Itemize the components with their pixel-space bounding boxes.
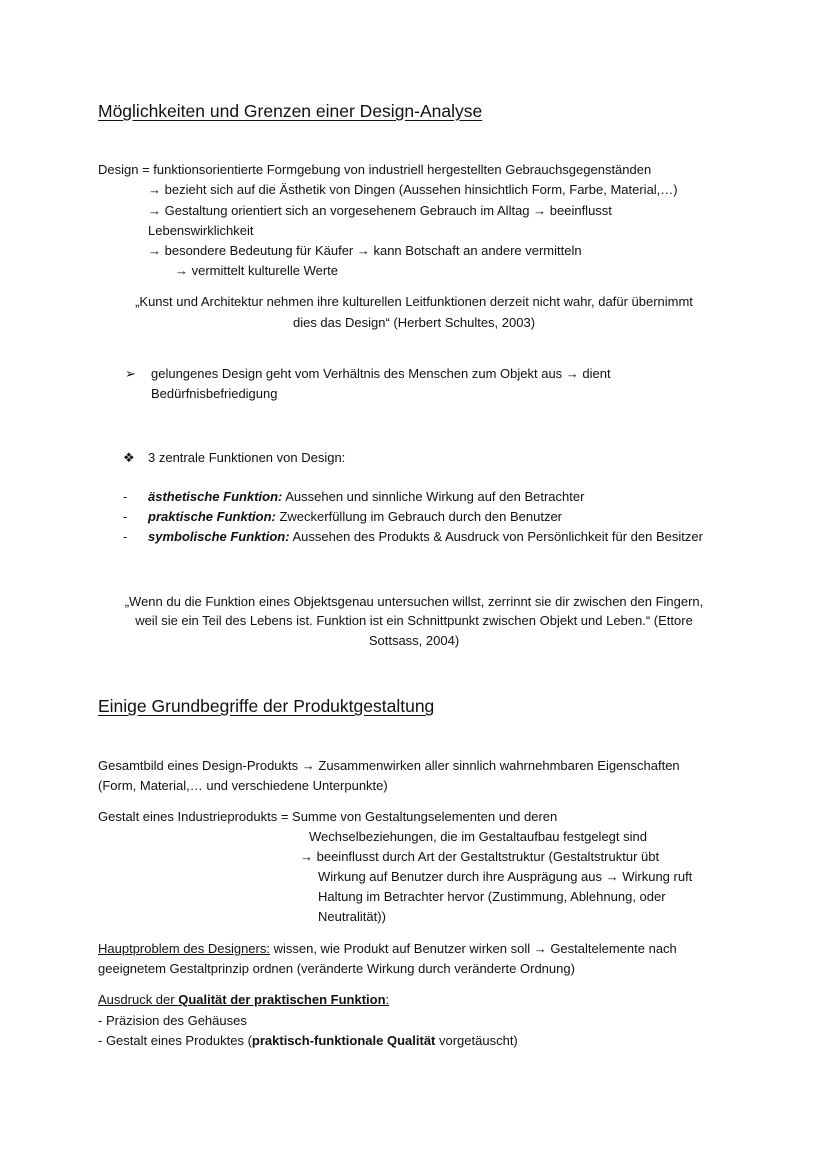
function-item: -: [123, 489, 128, 504]
function-item: -: [123, 509, 128, 524]
hauptproblem-2: geeignetem Gestaltprinzip ordnen (veränderte Wirkung durch veränderte Ordnung): [98, 961, 575, 976]
gestalt-2: Wechselbeziehungen, die im Gestaltaufbau festgelegt sind: [309, 829, 647, 844]
ausdruck-label: Ausdruck der Qualität der praktischen Funktion:: [98, 992, 390, 1007]
gestalt-4: Wirkung auf Benutzer durch ihre Ausprägung aus → Wirkung ruft: [318, 869, 693, 884]
quote-sottsass-1: „Wenn du die Funktion eines Objektsgenau untersuchen willst, zerrinnt sie dir zwischen den Fingern,: [124, 594, 704, 609]
design-arrow-1: → bezieht sich auf die Ästhetik von Dingen (Aussehen hinsichtlich Form, Farbe, Material,…): [148, 182, 678, 197]
arrowhead-bullet-icon: ➢: [125, 366, 136, 381]
ausdruck-item-1: - Präzision des Gehäuses: [98, 1013, 247, 1028]
bullet-design-2: Bedürfnisbefriedigung: [151, 386, 278, 401]
design-arrow-2: → Gestaltung orientiert sich an vorgesehenem Gebrauch im Alltag → beeinflusst: [148, 203, 612, 218]
functions-title: 3 zentrale Funktionen von Design:: [148, 450, 346, 465]
diamond-bullet-icon: ❖: [123, 450, 135, 465]
function-item-aesthetic: ästhetische Funktion: Aussehen und sinnliche Wirkung auf den Betrachter: [148, 489, 585, 504]
gestalt-1: Gestalt eines Industrieprodukts = Summe von Gestaltungselementen und deren: [98, 809, 558, 824]
hauptproblem-1: Hauptproblem des Designers: wissen, wie Produkt auf Benutzer wirken soll → Gestaltelemente nach: [98, 941, 677, 956]
quote-sottsass-2: weil sie ein Teil des Lebens ist. Funktion ist ein Schnittpunkt zwischen Objekt und Leben.“ (Ettore: [135, 613, 693, 628]
function-item-symbolic: symbolische Funktion: Aussehen des Produkts & Ausdruck von Persönlichkeit für den Besitzer: [148, 529, 703, 544]
bullet-design-1: gelungenes Design geht vom Verhältnis des Menschen zum Objekt aus → dient: [151, 366, 611, 381]
gestalt-6: Neutralität)): [318, 909, 386, 924]
function-item-practical: praktische Funktion: Zweckerfüllung im Gebrauch durch den Benutzer: [148, 509, 563, 524]
ausdruck-item-2: - Gestalt eines Produktes (praktisch-funktionale Qualität vorgetäuscht): [98, 1033, 518, 1048]
gestalt-5: Haltung im Betrachter hervor (Zustimmung, Ablehnung, oder: [318, 889, 666, 904]
design-arrow-4: → vermittelt kulturelle Werte: [175, 263, 339, 278]
quote-schultes-1: „Kunst und Architektur nehmen ihre kulturellen Leitfunktionen derzeit nicht wahr, dafür übernimmt: [135, 294, 693, 309]
quote-sottsass-3: Sottsass, 2004): [368, 633, 460, 648]
function-item: -: [123, 529, 128, 544]
gesamtbild-1: Gesamtbild eines Design-Produkts → Zusammenwirken aller sinnlich wahrnehmbaren Eigenschaften: [98, 758, 680, 773]
gesamtbild-2: (Form, Material,… und verschiedene Unterpunkte): [98, 778, 388, 793]
design-definition: Design = funktionsorientierte Formgebung von industriell hergestellten Gebrauchsgegenständen: [98, 162, 652, 177]
heading-design-analyse: Möglichkeiten und Grenzen einer Design-Analyse: [98, 101, 483, 121]
heading-grundbegriffe: Einige Grundbegriffe der Produktgestaltung: [98, 696, 435, 716]
design-arrow-3: → besondere Bedeutung für Käufer → kann Botschaft an andere vermitteln: [148, 243, 582, 258]
gestalt-3: → beeinflusst durch Art der Gestaltstruktur (Gestaltstruktur übt: [300, 849, 660, 864]
quote-schultes-2: dies das Design“ (Herbert Schultes, 2003): [292, 315, 536, 330]
design-arrow-2-cont: Lebenswirklichkeit: [148, 223, 254, 238]
